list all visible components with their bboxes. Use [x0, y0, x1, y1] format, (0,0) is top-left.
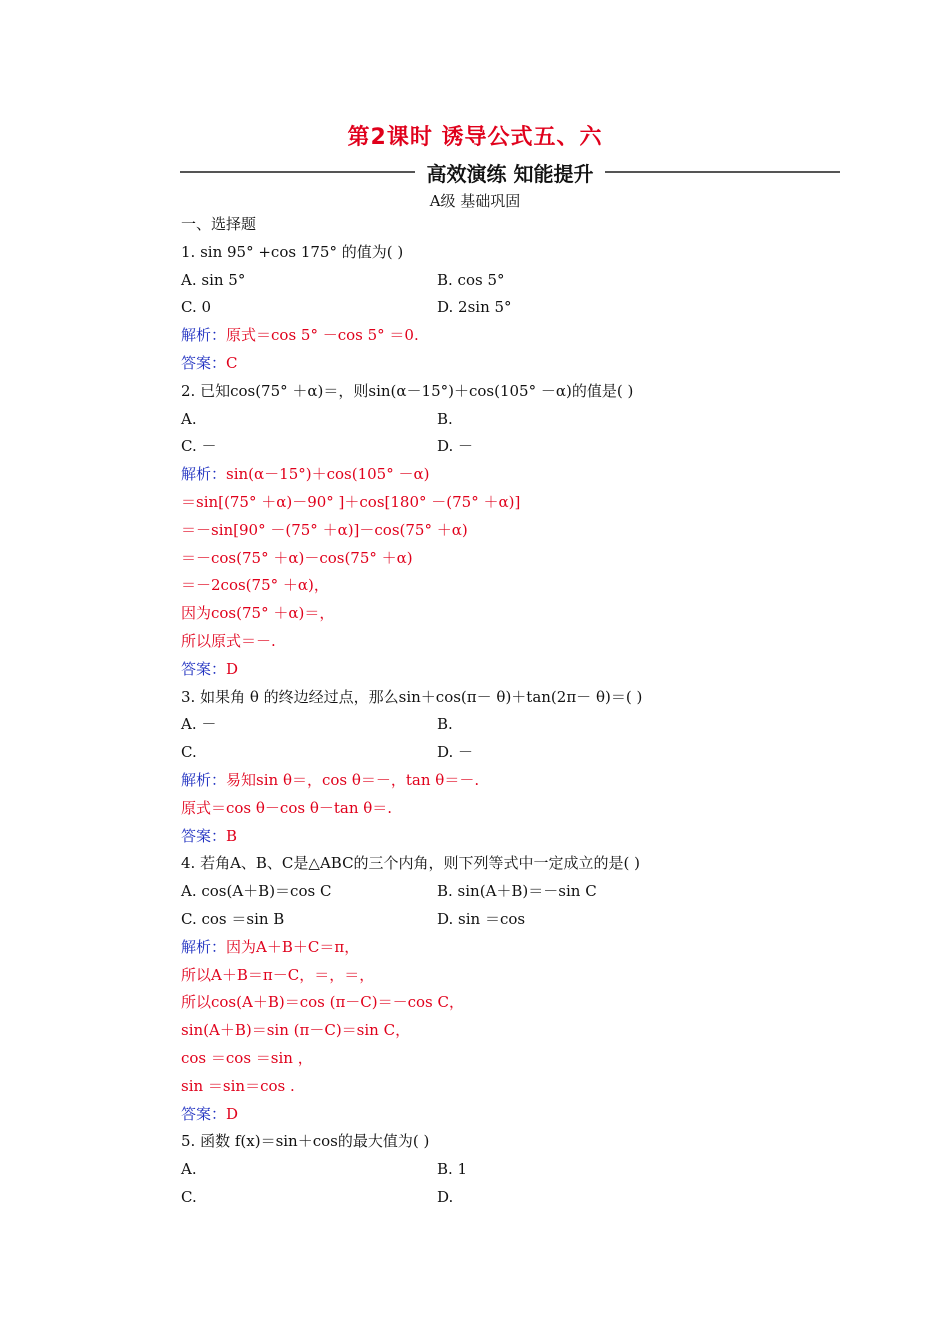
q4-answer	[181, 1101, 821, 1129]
section-heading: 一、选择题	[181, 215, 257, 233]
q4-analysis-line: sin ＝sin＝cos .	[181, 1076, 295, 1095]
q1-option-a: A. sin 5°	[181, 270, 246, 289]
q3-option-a: A. －	[181, 715, 217, 734]
q4-analysis-line: sin(A＋B)＝sin (π－C)＝sin C，	[181, 1021, 411, 1040]
banner-rule-left	[180, 171, 415, 173]
q2-analysis-line: 因为cos(75° ＋α)＝，	[181, 604, 335, 623]
exercise-content	[181, 211, 821, 1212]
banner-rule-right	[605, 171, 840, 173]
q1-analysis-text: 原式＝cos 5° －cos 5° ＝0.	[226, 326, 419, 345]
q1-analysis	[181, 322, 821, 350]
q4-options-row1	[181, 878, 821, 906]
q2-answer-value: D	[226, 659, 239, 678]
q2-analysis-line: 所以原式＝－.	[181, 631, 276, 650]
q2-stem: 2. 已知cos(75° ＋α)＝，则sin(α－15°)＋cos(105° －α)的值是( )	[181, 381, 634, 400]
analysis-label: 解析：	[181, 937, 227, 956]
q3-analysis-text: 易知sin θ＝，cos θ＝－，tan θ＝－.	[226, 770, 480, 789]
q4-analysis-text: 因为A＋B＋C＝π，	[226, 937, 360, 956]
q3-options-row1	[181, 711, 821, 739]
q5-options-row1	[181, 1156, 821, 1184]
answer-label: 答案：	[181, 353, 227, 372]
q1-option-b: B. cos 5°	[437, 270, 505, 289]
q5-options-row2	[181, 1184, 821, 1212]
analysis-label: 解析：	[181, 770, 227, 789]
q2-analysis-line	[181, 461, 821, 489]
q3-analysis-line	[181, 767, 821, 795]
q2-analysis-line: ＝－cos(75° ＋α)－cos(75° ＋α)	[181, 548, 413, 567]
q3-answer	[181, 823, 821, 851]
q3-option-c: C.	[181, 743, 197, 762]
banner-text: 高效演练 知能提升	[426, 162, 594, 186]
q3-answer-value: B	[226, 826, 238, 845]
q1-option-d: D. 2sin 5°	[437, 298, 512, 317]
q3-analysis-line: 原式＝cos θ－cos θ－tan θ＝.	[181, 798, 393, 817]
q4-options-row2	[181, 906, 821, 934]
q2-option-d: D. －	[437, 437, 474, 456]
section-banner	[180, 158, 840, 186]
analysis-label: 解析：	[181, 465, 227, 484]
q4-analysis-line: 所以cos(A＋B)＝cos (π－C)＝－cos C，	[181, 993, 465, 1012]
q1-answer-value: C	[226, 353, 238, 372]
q4-stem: 4. 若角A、B、C是△ABC的三个内角，则下列等式中一定成立的是( )	[181, 854, 641, 873]
q2-options-row1	[181, 406, 821, 434]
q4-option-d: D. sin ＝cos	[437, 909, 526, 928]
q2-analysis-line: ＝－sin[90° －(75° ＋α)]－cos(75° ＋α)	[181, 520, 468, 539]
level-heading: A级 基础巩固	[429, 192, 521, 210]
q4-analysis-line	[181, 934, 821, 962]
q2-option-c: C. －	[181, 437, 217, 456]
q4-option-a: A. cos(A＋B)＝cos C	[181, 882, 332, 901]
q3-option-b: B.	[437, 715, 453, 734]
q2-analysis-line: ＝sin[(75° ＋α)－90° ]＋cos[180° －(75° ＋α)]	[181, 492, 521, 511]
page-title: 第2课时 诱导公式五、六	[347, 125, 603, 150]
q1-stem: 1. sin 95° +cos 175° 的值为( )	[181, 242, 404, 261]
q2-options-row2	[181, 433, 821, 461]
analysis-label: 解析：	[181, 326, 227, 345]
q1-options-row1	[181, 267, 821, 295]
q1-answer	[181, 350, 821, 378]
answer-label: 答案：	[181, 659, 227, 678]
answer-label: 答案：	[181, 826, 227, 845]
q3-option-d: D. －	[437, 743, 474, 762]
q2-option-b: B.	[437, 409, 453, 428]
q3-options-row2	[181, 739, 821, 767]
q4-analysis-line: cos ＝cos ＝sin ，	[181, 1048, 313, 1067]
q2-analysis-line: ＝－2cos(75° ＋α)，	[181, 576, 329, 595]
q5-stem: 5. 函数 f(x)＝sin＋cos的最大值为( )	[181, 1132, 430, 1151]
q2-answer	[181, 656, 821, 684]
q4-answer-value: D	[226, 1104, 239, 1123]
q2-option-a: A.	[181, 409, 197, 428]
q5-option-b: B. 1	[437, 1160, 468, 1179]
q4-analysis-line: 所以A＋B＝π－C，＝，＝，	[181, 965, 375, 984]
q5-option-d: D.	[437, 1187, 454, 1206]
q4-option-c: C. cos ＝sin B	[181, 909, 285, 928]
q5-option-c: C.	[181, 1187, 197, 1206]
answer-label: 答案：	[181, 1104, 227, 1123]
q1-option-c: C. 0	[181, 298, 212, 317]
q5-option-a: A.	[181, 1160, 197, 1179]
q2-analysis-text: sin(α－15°)＋cos(105° －α)	[226, 465, 430, 484]
q4-option-b: B. sin(A＋B)＝－sin C	[437, 882, 597, 901]
q3-stem: 3. 如果角 θ 的终边经过点，那么sin＋cos(π－ θ)＋tan(2π－ θ)＝( )	[181, 687, 643, 706]
q1-options-row2	[181, 294, 821, 322]
